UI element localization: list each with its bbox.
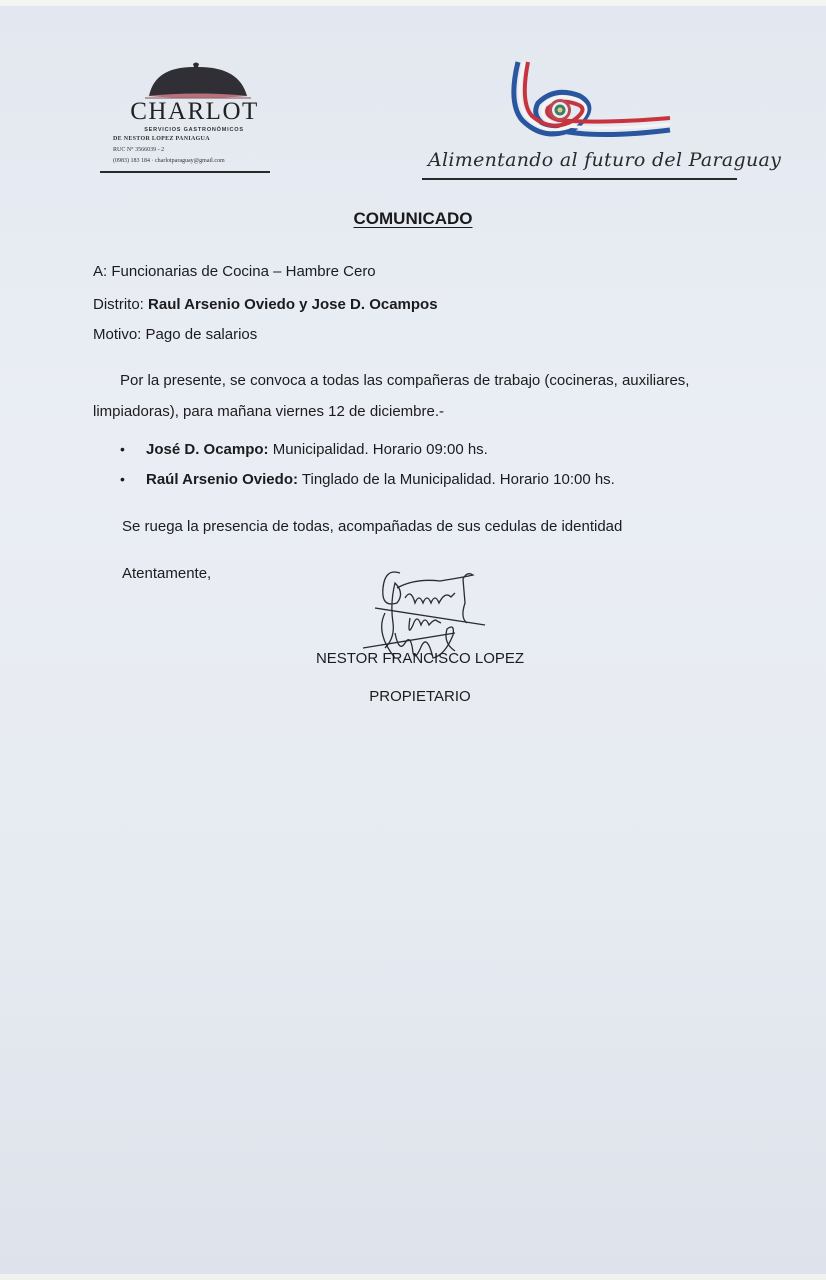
charlot-logo (105, 58, 280, 178)
recipient-label: A: (93, 263, 108, 280)
schedule-item (120, 471, 615, 488)
signer-name: NESTOR FRANCISCO LOPEZ (315, 650, 525, 667)
letterhead-rule-right (422, 178, 737, 180)
reason-value: Pago de salarios (145, 326, 258, 343)
bullet-icon: • (120, 441, 125, 457)
body-paragraph (93, 365, 773, 427)
signer-role: PROPIETARIO (369, 688, 471, 705)
ruc-line: RUC N° 3566039 - 2 (113, 147, 165, 153)
brand-name: CHARLOT (130, 98, 259, 125)
recipient-value: Funcionarias de Cocina – Hambre Cero (111, 263, 376, 280)
field-recipient (93, 263, 376, 280)
schedule-place: Raúl Arsenio Oviedo: (146, 471, 298, 488)
district-label: Distrito: (93, 296, 144, 313)
brand-subtitle: SERVICIOS GASTRONÓMICOS (144, 127, 244, 133)
schedule-detail: Municipalidad. Horario 09:00 hs. (272, 441, 488, 458)
schedule-detail: Tinglado de la Municipalidad. Horario 10:00 hs. (301, 471, 615, 488)
cloche-icon (143, 60, 253, 102)
paraguay-flag-ribbon-icon (500, 58, 680, 150)
reason-label: Motivo: (93, 326, 142, 343)
field-reason (93, 326, 257, 343)
contact-line: (0983) 183 184 · charlotparaguay@gmail.com (113, 158, 225, 164)
body-paragraph-text: Por la presente, se convoca a todas las compañeras de trabajo (cocineras, auxiliares, limpiadoras), para mañana viernes 12 de diciembre.- (93, 372, 690, 420)
slogan: Alimentando al futuro del Paraguay (428, 149, 782, 171)
district-value: Raul Arsenio Oviedo y Jose D. Ocampos (148, 296, 438, 313)
schedule-place: José D. Ocampo: (146, 441, 269, 458)
photo-edge-bottom (0, 1274, 826, 1280)
hambre-cero-logo (420, 56, 782, 186)
field-district (93, 296, 438, 313)
bullet-icon: • (120, 471, 125, 487)
owner-line: DE NESTOR LOPEZ PANIAGUA (113, 136, 210, 142)
letterhead-rule-left (100, 171, 270, 173)
note-text: Se ruega la presencia de todas, acompañadas de sus cedulas de identidad (122, 518, 623, 535)
document-title: COMUNICADO (353, 209, 473, 228)
schedule-item (120, 441, 488, 458)
closing-text: Atentamente, (122, 565, 212, 582)
